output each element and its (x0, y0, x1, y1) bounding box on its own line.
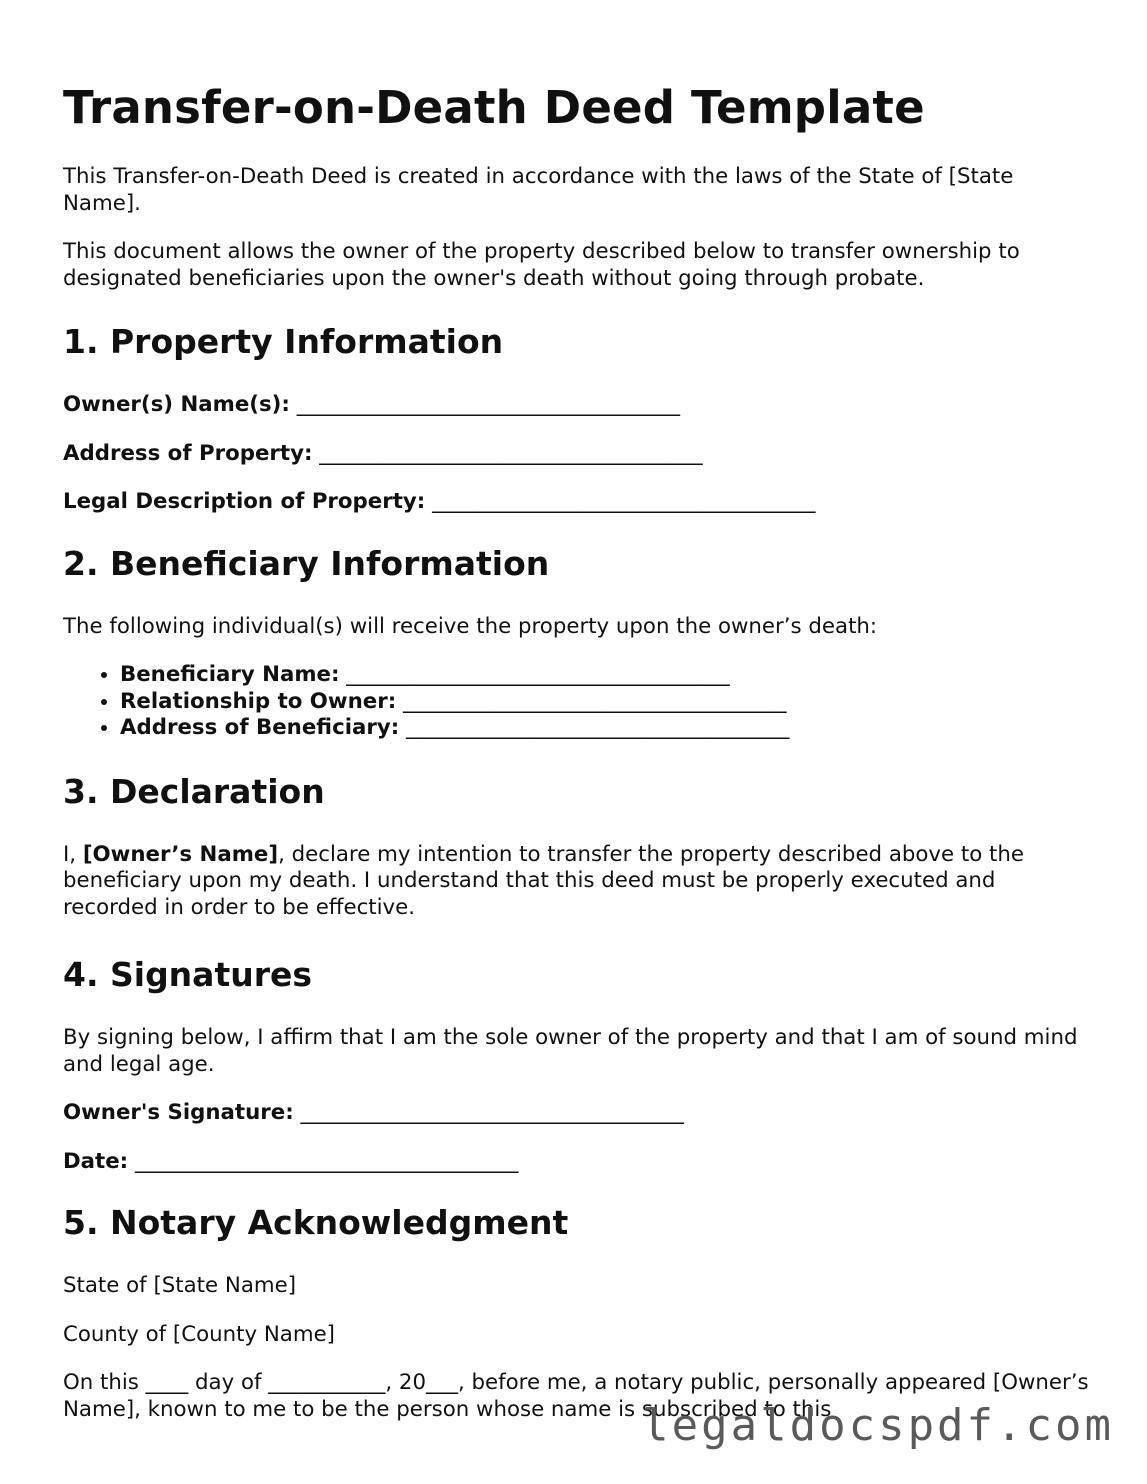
field-label: Beneficiary Name: (120, 662, 340, 687)
beneficiary-list (63, 662, 1093, 742)
intro-paragraph-1: This Transfer-on-Death Deed is created in accordance with the laws of the State of [State Name]. (63, 164, 1014, 216)
field-label: Address of Beneficiary: (120, 715, 400, 740)
intro-paragraph-2: This document allows the owner of the property described below to transfer ownership to designated beneficiaries upon the owner's death without going through probate. (63, 239, 1020, 291)
declaration-prefix: I, (63, 841, 83, 867)
legal-description-field[interactable] (63, 489, 1093, 516)
section-4-heading: 4. Signatures (63, 955, 313, 994)
owner-signature-field[interactable] (63, 1100, 1093, 1127)
list-item[interactable] (120, 715, 1093, 742)
section-1-heading: 1. Property Information (63, 322, 504, 361)
field-blank[interactable]: ____________________________________ (346, 662, 730, 687)
list-item[interactable] (120, 662, 1093, 689)
property-address-field[interactable] (63, 441, 1093, 468)
field-label: Legal Description of Property: (63, 489, 426, 514)
field-label: Relationship to Owner: (120, 688, 397, 714)
section-3-heading: 3. Declaration (63, 771, 325, 811)
field-blank[interactable]: ____________________________________ (319, 440, 703, 466)
beneficiary-intro: The following individual(s) will receive the property upon the owner’s death: (63, 613, 878, 639)
notary-county: County of [County Name] (63, 1321, 335, 1347)
document-page (63, 80, 1093, 1445)
section-5-heading: 5. Notary Acknowledgment (63, 1203, 569, 1242)
field-label: Address of Property: (63, 440, 313, 466)
field-label: Owner's Signature: (63, 1100, 294, 1125)
notary-state: State of [State Name] (63, 1273, 297, 1298)
declaration-text: , declare my intention to transfer the property described above to the beneficiary upon my death. I understand that this deed must be properly executed and recorded in order to be effective. (63, 841, 1025, 920)
field-blank[interactable]: ____________________________________ (432, 489, 816, 514)
owner-name-field[interactable] (63, 392, 1093, 419)
field-blank[interactable]: ____________________________________ (296, 392, 681, 417)
watermark-logo: legaldocspdf.com (642, 1400, 1114, 1451)
field-blank[interactable]: ____________________________________ (300, 1100, 684, 1125)
field-blank[interactable]: ____________________________________ (406, 715, 790, 740)
field-label: Owner(s) Name(s): (63, 392, 290, 417)
document-title: Transfer-on-Death Deed Template (63, 81, 925, 134)
field-blank[interactable]: ____________________________________ (403, 688, 787, 714)
signature-affirmation: By signing below, I affirm that I am the sole owner of the property and that I am of sound mind and legal age. (63, 1025, 1078, 1077)
field-label: Date: (63, 1148, 129, 1174)
section-2-heading: 2. Beneficiary Information (63, 543, 550, 583)
declaration-paragraph (63, 842, 1093, 922)
notary-text: On this ____ day of ___________, 20___, before me, a notary public, personally appeared [Owner’s Name], known to me to be the person whose name is subscribed to this (63, 1370, 1089, 1422)
owner-name-placeholder: [Owner’s Name] (82, 841, 279, 867)
date-field[interactable] (63, 1149, 1093, 1176)
field-blank[interactable]: ____________________________________ (134, 1148, 519, 1174)
list-item[interactable] (120, 689, 1093, 716)
